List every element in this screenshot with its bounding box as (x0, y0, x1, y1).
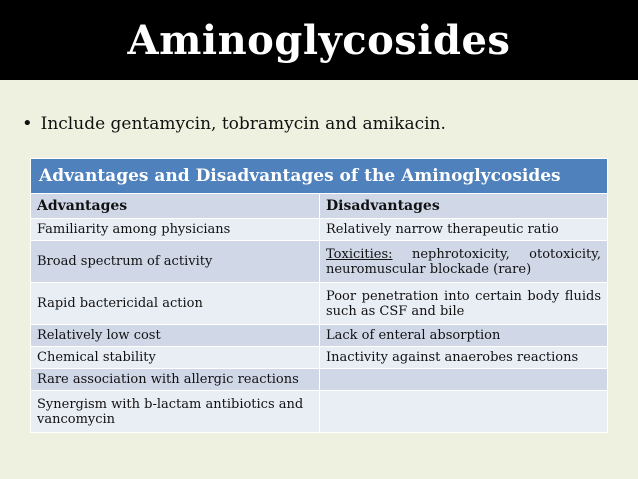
disadvantage-cell: Poor penetration into certain body fluids such as CSF and bile (320, 283, 608, 325)
bullet-item (22, 113, 446, 134)
table-row (31, 219, 608, 241)
table-caption-row (31, 159, 608, 194)
aminoglycosides-table (30, 158, 608, 433)
table-row (31, 283, 608, 325)
advantage-cell: Chemical stability (31, 347, 320, 369)
disadvantage-cell (320, 391, 608, 433)
toxicities-text: nephrotoxicity, ototoxicity, neuromuscular blockade (rare) (326, 246, 601, 277)
bullet-text: Include gentamycin, tobramycin and amikacin. (40, 113, 446, 134)
advantage-cell: Synergism with b-lactam antibiotics and vancomycin (31, 391, 320, 433)
disadvantage-cell: Lack of enteral absorption (320, 325, 608, 347)
table-caption: Advantages and Disadvantages of the Aminoglycosides (31, 159, 608, 194)
table-row (31, 325, 608, 347)
table-row (31, 369, 608, 391)
advantage-cell: Familiarity among physicians (31, 219, 320, 241)
table-row (31, 391, 608, 433)
table-row (31, 347, 608, 369)
table-row (31, 241, 608, 283)
advantage-cell: Rapid bactericidal action (31, 283, 320, 325)
slide-title: Aminoglycosides (127, 16, 511, 64)
advantage-cell: Rare association with allergic reactions (31, 369, 320, 391)
toxicities-label: Toxicities: (326, 246, 393, 262)
header-advantages: Advantages (31, 194, 320, 219)
disadvantage-cell: Inactivity against anaerobes reactions (320, 347, 608, 369)
disadvantage-cell (320, 241, 608, 283)
table-header-row (31, 194, 608, 219)
bullet-icon: • (22, 113, 33, 134)
header-disadvantages: Disadvantages (320, 194, 608, 219)
disadvantage-cell (320, 369, 608, 391)
title-bar (0, 0, 638, 80)
disadvantage-cell: Relatively narrow therapeutic ratio (320, 219, 608, 241)
advantage-cell: Relatively low cost (31, 325, 320, 347)
advantage-cell: Broad spectrum of activity (31, 241, 320, 283)
